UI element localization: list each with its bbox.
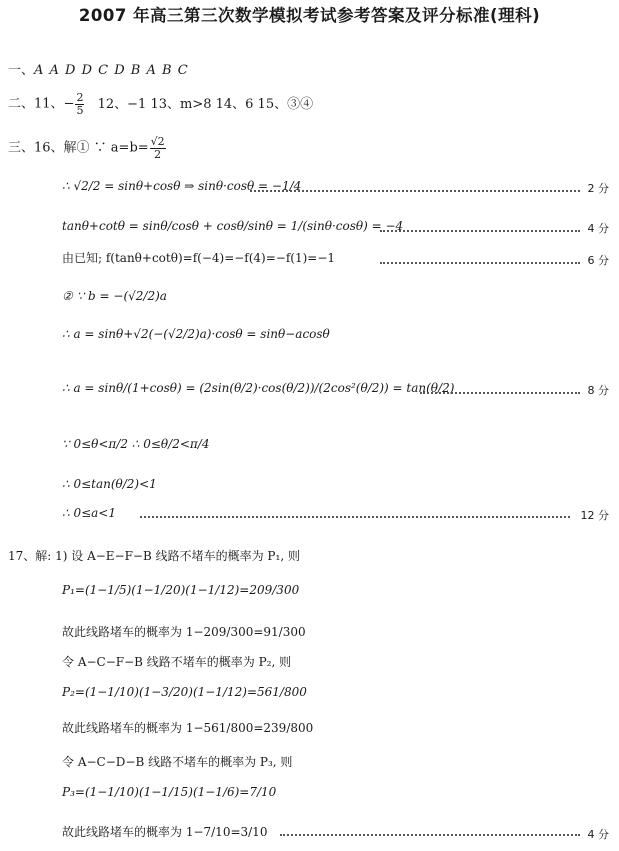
q17-p2-block: 故此线路堵车的概率为 1−561/800=239/800	[62, 721, 314, 735]
section1-answers	[8, 64, 189, 77]
q16-line-7: ∵ 0≤θ<π/2 ∴ 0≤θ/2<π/4	[62, 437, 210, 451]
q17-p2: P₂=(1−1/10)(1−3/20)(1−1/12)=561/800	[62, 685, 307, 699]
q16-line-6: ∴ a = sinθ/(1+cosθ) = (2sin(θ/2)·cos(θ/2))/(2cos²(θ/2)) = tan(θ/2)	[62, 381, 455, 395]
q17-heading-3: 令 A−C−D−B 线路不堵车的概率为 P₃, 则	[62, 755, 293, 769]
q11-sign: −	[63, 96, 75, 112]
q16-line-3: 由已知; f(tanθ+cotθ)=f(−4)=−f(4)=−f(1)=−1	[62, 251, 336, 265]
q16-line-8: ∴ 0≤tan(θ/2)<1	[62, 477, 157, 491]
q16-line-1: ∴ √2/2 = sinθ+cosθ ⇒ sinθ·cosθ = −1/4	[62, 179, 302, 193]
q17-p3: P₃=(1−1/10)(1−1/15)(1−1/6)=7/10	[62, 785, 277, 799]
q17-heading: 17、解: 1) 设 A−E−F−B 线路不堵车的概率为 P₁, 则	[8, 549, 300, 563]
q16-ab-fraction	[150, 136, 166, 160]
section1-label: 一、	[8, 63, 35, 78]
section1-answer-list: A A D D C D B A B C	[34, 63, 189, 78]
q16-heading	[8, 136, 167, 160]
q11-label: 11、	[34, 96, 64, 112]
dot-leader-1	[250, 190, 580, 192]
q16-ab-den: 2	[154, 147, 162, 161]
q16-label: 三、16、解① ∵ a=b=	[8, 140, 149, 156]
q17-p1: P₁=(1−1/5)(1−1/20)(1−1/12)=209/300	[62, 583, 300, 597]
q16-line-5: ∴ a = sinθ+√2(−(√2/2)a)·cosθ = sinθ−acosθ	[62, 327, 330, 341]
section2-rest: 12、−1 13、m>8 14、6 15、③④	[97, 96, 314, 112]
dot-leader-6	[420, 392, 580, 394]
dot-leader-2	[380, 230, 580, 232]
score-2: 2 分	[587, 182, 609, 195]
score-6: 6 分	[587, 254, 609, 267]
section2-answers	[8, 92, 313, 116]
score-4b: 4 分	[587, 828, 609, 841]
dot-leader-q17	[280, 834, 580, 836]
q16-line-4: ② ∵ b = −(√2/2)a	[62, 289, 167, 303]
score-4: 4 分	[587, 222, 609, 235]
q11-denominator: 5	[76, 103, 84, 117]
dot-leader-9	[140, 516, 570, 518]
q17-heading-2: 令 A−C−F−B 线路不堵车的概率为 P₂, 则	[62, 655, 292, 669]
q16-line-9: ∴ 0≤a<1	[62, 506, 116, 520]
q17-p3-block: 故此线路堵车的概率为 1−7/10=3/10	[62, 825, 268, 839]
q17-p1-block: 故此线路堵车的概率为 1−209/300=91/300	[62, 625, 306, 639]
score-8: 8 分	[587, 384, 609, 397]
section2-label: 二、	[8, 96, 35, 112]
q16-ab-num: √2	[150, 135, 165, 148]
q16-line-2: tanθ+cotθ = sinθ/cosθ + cosθ/sinθ = 1/(sinθ·cosθ) = −4	[62, 219, 404, 233]
page-title: 2007 年高三第三次数学模拟考试参考答案及评分标准(理科)	[78, 6, 541, 25]
q11-fraction	[75, 92, 84, 116]
score-12: 12 分	[580, 509, 609, 522]
dot-leader-3	[380, 262, 580, 264]
q11-numerator: 2	[76, 91, 84, 104]
